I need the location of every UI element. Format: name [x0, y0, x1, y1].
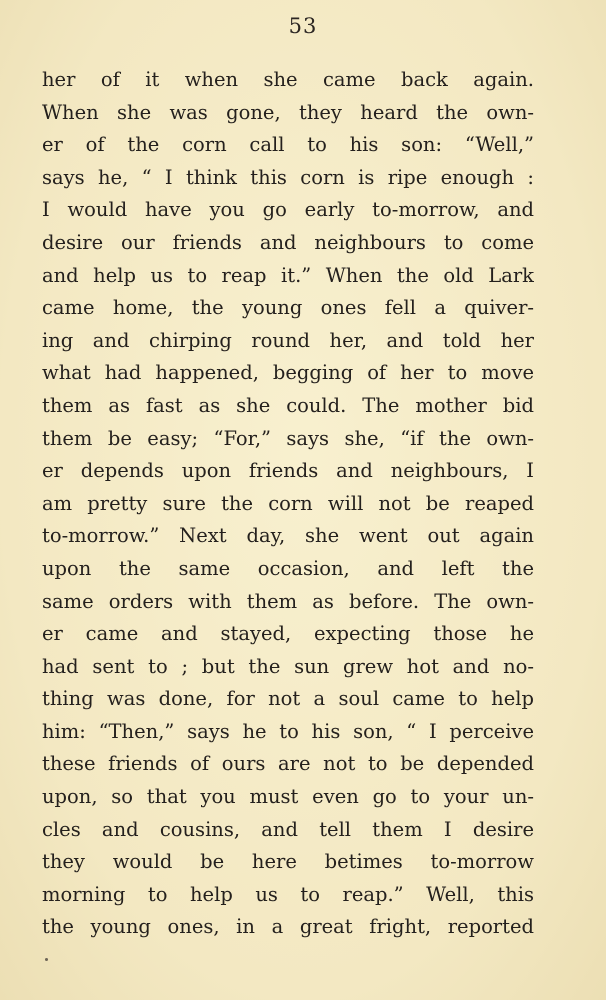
text-line: er of the corn call to his son: “Well,” [42, 133, 534, 157]
text-line: to-morrow.” Next day, she went out again [42, 524, 534, 548]
text-line: morning to help us to reap.” Well, this [42, 882, 534, 906]
text-line: thing was done, for not a soul came to help [42, 687, 534, 711]
text-line: am pretty sure the corn will not be reaped [42, 491, 534, 515]
body-text [42, 64, 534, 944]
text-line: the young ones, in a great fright, reported [42, 915, 534, 939]
text-line: they would be here betimes to-morrow [42, 850, 534, 874]
page-number: 53 [288, 14, 318, 38]
text-line: what had happened, begging of her to move [42, 361, 534, 385]
text-line: her of it when she came back again. [42, 68, 534, 91]
text-line: came home, the young ones fell a quiver- [42, 296, 534, 320]
text-line: says he, “ I think this corn is ripe enough : [42, 165, 534, 189]
text-line: er came and stayed, expecting those he [42, 622, 534, 646]
text-line: them as fast as she could. The mother bid [42, 393, 534, 417]
text-line: upon the same occasion, and left the [42, 556, 534, 580]
text-line: er depends upon friends and neighbours, I [42, 459, 534, 483]
text-line: When she was gone, they heard the own- [42, 100, 534, 124]
text-line: these friends of ours are not to be depended [42, 752, 534, 776]
text-line: them be easy; “For,” says she, “if the own- [42, 426, 534, 450]
text-line: same orders with them as before. The own- [42, 589, 534, 613]
text-line: upon, so that you must even go to your un- [42, 785, 534, 809]
text-line: and help us to reap it.” When the old Lark [42, 263, 534, 287]
text-line: had sent to ; but the sun grew hot and no- [42, 654, 534, 678]
text-line: cles and cousins, and tell them I desire [42, 817, 534, 841]
text-line: desire our friends and neighbours to come [42, 230, 534, 254]
text-line: him: “Then,” says he to his son, “ I perceive [42, 719, 534, 743]
ink-speck [45, 958, 48, 961]
text-line: I would have you go early to-morrow, and [42, 198, 534, 222]
text-line: ing and chirping round her, and told her [42, 328, 534, 352]
